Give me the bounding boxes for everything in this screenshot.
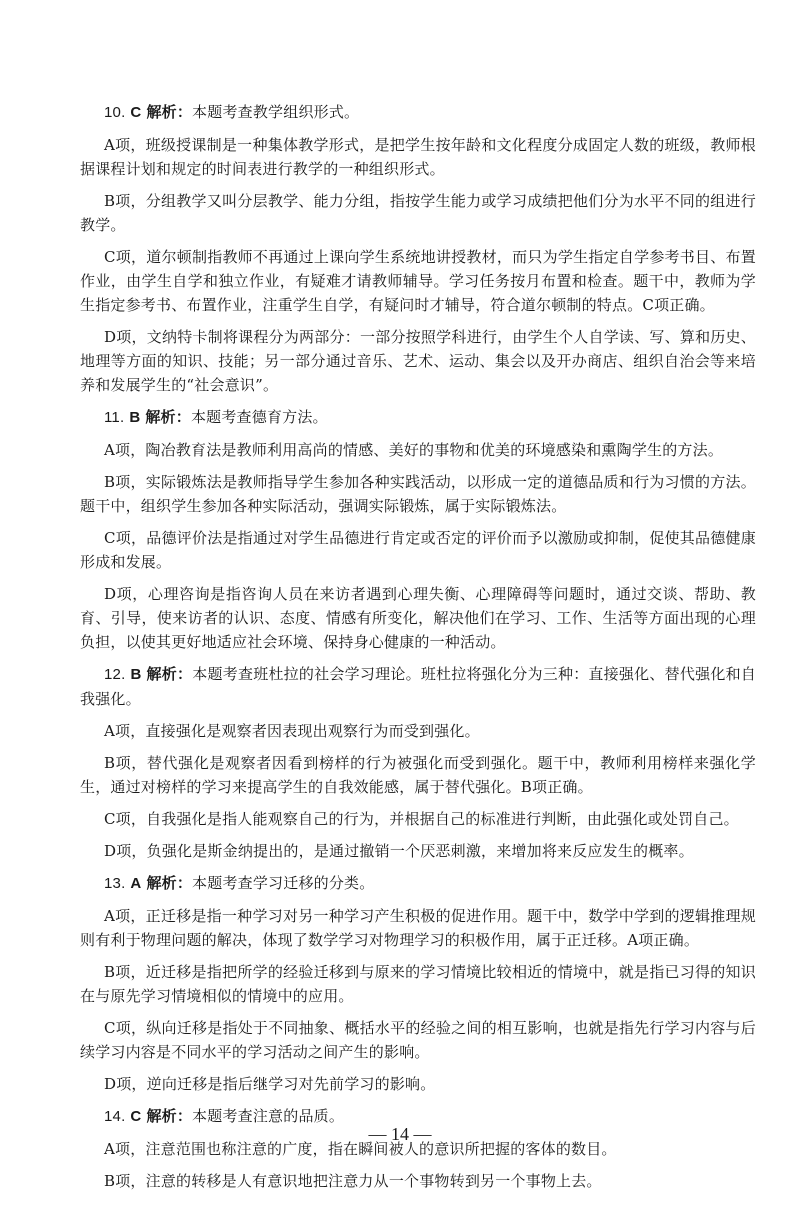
option-paragraph: C项，道尔顿制指教师不再通过上课向学生系统地讲授教材，而只为学生指定自学参考书目、布置作业，由学生自学和独立作业，有疑难才请教师辅导。学习任务按月布置和检查。题干中，教师为学生指定参考书、布置作业，注重学生自学，有疑问时才辅导，符合道尔顿制的特点。C项正确。: [80, 248, 756, 314]
option-paragraph: B项，注意的转移是人有意识地把注意力从一个事物转到另一个事物上去。: [104, 1172, 602, 1190]
analysis-label: 解析：: [146, 103, 193, 121]
question-intro: 本题考查德育方法。: [190, 408, 328, 426]
answer-letter: A: [130, 875, 142, 892]
option-paragraph: D项，心理咨询是指咨询人员在来访者遇到心理失衡、心理障碍等问题时，通过交谈、帮助、教育、引导，使来访者的认识、态度、情感有所变化，解决他们在学习、工作、生活等方面出现的心理负担，以使其更好地适应社会环境、保持身心健康的一种活动。: [80, 585, 756, 651]
option-paragraph: C项，品德评价法是指通过对学生品德进行肯定或否定的评价而予以激励或抑制，促使其品德健康形成和发展。: [80, 529, 756, 571]
question-heading: [80, 871, 756, 896]
page-number: — 14 —: [368, 1124, 432, 1144]
question-number: 12.: [104, 666, 126, 683]
option-paragraph: B项，实际锻炼法是教师指导学生参加各种实践活动，以形成一定的道德品质和行为习惯的方法。题干中，组织学生参加各种实际活动，强调实际锻炼，属于实际锻炼法。: [80, 473, 756, 515]
question-number: 14.: [104, 1108, 126, 1125]
option-paragraph: D项，逆向迁移是指后继学习对先前学习的影响。: [104, 1075, 436, 1093]
option-paragraph: C项，纵向迁移是指处于不同抽象、概括水平的经验之间的相互影响，也就是指先行学习内容与后续学习内容是不同水平的学习活动之间产生的影响。: [80, 1019, 756, 1061]
option-paragraph: A项，直接强化是观察者因表现出观察行为而受到强化。: [104, 722, 480, 740]
question-number: 11.: [104, 409, 125, 426]
analysis-label: 解析：: [145, 408, 191, 426]
option-paragraph: A项，班级授课制是一种集体教学形式，是把学生按年龄和文化程度分成固定人数的班级，教师根据课程计划和规定的时间表进行教学的一种组织形式。: [80, 136, 756, 178]
option-paragraph: A项，正迁移是指一种学习对另一种学习产生积极的促进作用。题干中，数学中学到的逻辑推理规则有利于物理问题的解决，体现了数学学习对物理学习的积极作用，属于正迁移。A项正确。: [80, 907, 756, 949]
question-heading: [80, 662, 756, 711]
option-paragraph: B项，近迁移是指把所学的经验迁移到与原来的学习情境比较相近的情境中，就是指已习得的知识在与原先学习情境相似的情境中的应用。: [80, 963, 756, 1005]
question-intro: 本题考查班杜拉的社会学习理论。班杜拉将强化分为三种：直接强化、替代强化和自我强化。: [80, 665, 757, 708]
question-intro: 本题考查学习迁移的分类。: [192, 874, 375, 892]
analysis-label: 解析：: [146, 1107, 193, 1125]
analysis-label: 解析：: [146, 665, 193, 683]
question-number: 10.: [104, 104, 126, 121]
question-heading: [80, 405, 756, 430]
option-paragraph: A项，注意范围也称注意的广度，指在瞬间被人的意识所把握的客体的数目。: [104, 1140, 617, 1158]
option-paragraph: A项，陶冶教育法是教师利用高尚的情感、美好的事物和优美的环境感染和熏陶学生的方法。: [104, 441, 724, 459]
answer-letter: B: [129, 409, 141, 426]
question-intro: 本题考查注意的品质。: [192, 1107, 345, 1125]
answer-letter: C: [130, 104, 142, 121]
question-heading: [80, 100, 756, 125]
answer-letter: C: [130, 1108, 142, 1125]
analysis-label: 解析：: [146, 874, 193, 892]
option-paragraph: B项，替代强化是观察者因看到榜样的行为被强化而受到强化。题干中，教师利用榜样来强化学生，通过对榜样的学习来提高学生的自我效能感，属于替代强化。B项正确。: [80, 754, 756, 796]
answer-explanations: [80, 100, 756, 1193]
option-paragraph: D项，负强化是斯金纳提出的，是通过撤销一个厌恶刺激，来增加将来反应发生的概率。: [104, 842, 694, 860]
option-paragraph: C项，自我强化是指人能观察自己的行为，并根据自己的标准进行判断，由此强化或处罚自己。: [104, 810, 739, 828]
answer-letter: B: [130, 666, 142, 683]
option-paragraph: B项，分组教学又叫分层教学、能力分组，指按学生能力或学习成绩把他们分为水平不同的组进行教学。: [80, 192, 756, 234]
option-paragraph: D项，文纳特卡制将课程分为两部分：一部分按照学科进行，由学生个人自学读、写、算和历史、地理等方面的知识、技能；另一部分通过音乐、艺术、运动、集会以及开办商店、组织自治会等来培养和发展学生的“社会意识”。: [80, 328, 756, 394]
question-number: 13.: [104, 875, 126, 892]
question-intro: 本题考查教学组织形式。: [192, 103, 360, 121]
